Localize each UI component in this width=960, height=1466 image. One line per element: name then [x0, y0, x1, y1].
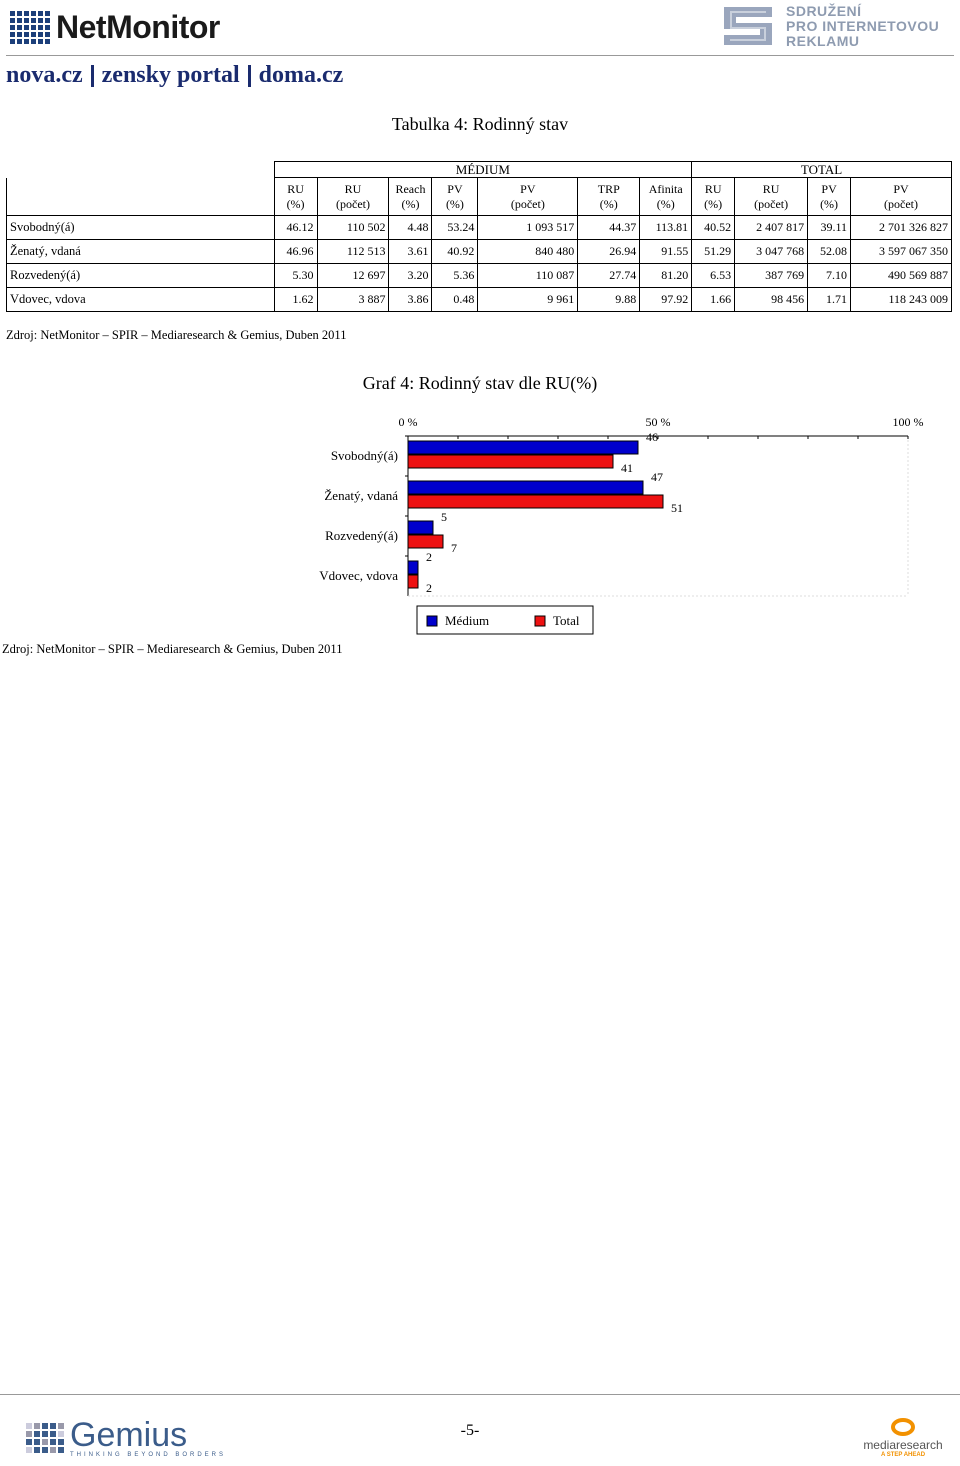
table-cell: 4.48: [389, 216, 432, 240]
column-header-name: PV: [893, 181, 909, 196]
column-header-unit: (%): [656, 196, 675, 211]
legend-label: Médium: [445, 613, 490, 628]
table-cell: 113.81: [640, 216, 692, 240]
column-header-name: RU: [287, 181, 304, 196]
row-label: Ženatý, vdaná: [7, 240, 275, 264]
table-cell: 3 887: [317, 288, 389, 312]
table-cell: 46.12: [274, 216, 317, 240]
table-cell: 110 502: [317, 216, 389, 240]
table-cell: 110 087: [478, 264, 578, 288]
data-label: 5: [441, 510, 447, 524]
column-header: [432, 178, 478, 216]
data-label: 7: [451, 541, 457, 555]
data-label: 41: [621, 461, 633, 475]
mediaresearch-logo: [862, 1418, 944, 1458]
category-label: Vdovec, vdova: [319, 568, 398, 583]
table-column-header: [7, 178, 952, 216]
table-cell: 1.66: [692, 288, 735, 312]
table-cell: 9.88: [578, 288, 640, 312]
table-cell: 3 047 768: [735, 240, 808, 264]
column-header-name: PV: [447, 181, 463, 196]
table-cell: 490 569 887: [851, 264, 952, 288]
bar: [408, 575, 418, 588]
table-cell: 1.62: [274, 288, 317, 312]
table-cell: 40.92: [432, 240, 478, 264]
column-header-unit: (počet): [754, 196, 789, 211]
table-cell: 387 769: [735, 264, 808, 288]
gemius-tagline: THINKING BEYOND BORDERS: [70, 1452, 227, 1458]
table-cell: 1.71: [808, 288, 851, 312]
column-header-unit: (%): [599, 196, 618, 211]
table-blank-header: [7, 178, 275, 216]
spir-name: [786, 4, 939, 49]
category-label: Svobodný(á): [330, 448, 398, 463]
marital-status-table: [6, 161, 952, 312]
column-header: [317, 178, 389, 216]
column-header-name: RU: [704, 181, 722, 196]
table-cell: 26.94: [578, 240, 640, 264]
table-cell: 98 456: [735, 288, 808, 312]
column-header-name: TRP: [597, 181, 620, 196]
table-cell: 0.48: [432, 288, 478, 312]
table-row: [7, 216, 952, 240]
marital-status-chart: [0, 400, 960, 640]
table-cell: 5.30: [274, 264, 317, 288]
data-label: 46: [646, 430, 658, 444]
bar: [408, 495, 663, 508]
bar: [408, 561, 418, 574]
mediaresearch-tagline: A STEP AHEAD: [880, 1452, 926, 1458]
column-header: [735, 178, 808, 216]
site-list: [6, 62, 343, 89]
netmonitor-grid-icon: [10, 11, 50, 44]
column-header: [808, 178, 851, 216]
legend-swatch: [427, 616, 437, 626]
column-header-unit: (%): [704, 196, 723, 211]
bar: [408, 481, 643, 494]
data-label: 2: [426, 581, 432, 595]
site-name: nova.cz: [6, 62, 83, 88]
table-source: Zdroj: NetMonitor – SPIR – Mediaresearch & Gemius, Duben 2011: [6, 328, 347, 342]
table-cell: 112 513: [317, 240, 389, 264]
group-total-header: TOTAL: [692, 162, 952, 178]
table-cell: 2 701 326 827: [851, 216, 952, 240]
column-header-unit: (%): [401, 196, 420, 211]
table-cell: 52.08: [808, 240, 851, 264]
category-label: Rozvedený(á): [325, 528, 398, 543]
table-cell: 3.61: [389, 240, 432, 264]
column-header-unit: (počet): [884, 196, 919, 211]
table-cell: 27.74: [578, 264, 640, 288]
spir-logo: [720, 2, 956, 50]
column-header-unit: (%): [820, 196, 839, 211]
legend-label: Total: [553, 613, 580, 628]
column-header-unit: (%): [286, 196, 305, 211]
column-header-name: PV: [520, 181, 536, 196]
data-label: 51: [671, 501, 683, 515]
table-cell: 840 480: [478, 240, 578, 264]
bar: [408, 521, 433, 534]
site-separator: [248, 65, 251, 87]
table-corner: [7, 162, 275, 178]
column-header: [478, 178, 578, 216]
spir-line: REKLAMU: [786, 32, 860, 49]
column-header: [692, 178, 735, 216]
table-cell: 3.20: [389, 264, 432, 288]
table-group-header: [7, 162, 952, 178]
table-cell: 7.10: [808, 264, 851, 288]
table-cell: 1 093 517: [478, 216, 578, 240]
legend-swatch: [535, 616, 545, 626]
data-label: 2: [426, 550, 432, 564]
x-tick-label: 0 %: [398, 415, 418, 429]
column-header-unit: (počet): [510, 196, 545, 211]
netmonitor-brand: NetMonitor: [56, 8, 220, 45]
group-medium-header: MÉDIUM: [274, 162, 692, 178]
column-header: [851, 178, 952, 216]
table-cell: 6.53: [692, 264, 735, 288]
row-label: Svobodný(á): [7, 216, 275, 240]
column-header: [389, 178, 432, 216]
table-cell: 12 697: [317, 264, 389, 288]
footer-rule: [0, 1394, 960, 1395]
table-row: [7, 264, 952, 288]
table-cell: 53.24: [432, 216, 478, 240]
column-header-name: RU: [762, 181, 780, 196]
table-cell: 39.11: [808, 216, 851, 240]
column-header-unit: (počet): [336, 196, 370, 211]
chart-source: Zdroj: NetMonitor – SPIR – Mediaresearch & Gemius, Duben 2011: [2, 642, 343, 656]
data-label: 47: [651, 470, 663, 484]
x-tick-label: 100 %: [892, 415, 924, 429]
bar: [408, 455, 613, 468]
site-separator: [91, 65, 94, 87]
page-number: -5-: [460, 1422, 480, 1439]
chart-title: Graf 4: Rodinný stav dle RU(%): [362, 373, 598, 393]
table-cell: 46.96: [274, 240, 317, 264]
column-header-name: Reach: [395, 181, 426, 196]
table-cell: 51.29: [692, 240, 735, 264]
table-cell: 118 243 009: [851, 288, 952, 312]
table-cell: 5.36: [432, 264, 478, 288]
spir-line: SDRUŽENÍ: [786, 2, 862, 19]
bar: [408, 441, 638, 454]
table-cell: 3 597 067 350: [851, 240, 952, 264]
netmonitor-logo: [10, 6, 220, 48]
spir-line: PRO INTERNETOVOU: [786, 17, 940, 34]
row-label: Rozvedený(á): [7, 264, 275, 288]
column-header: [578, 178, 640, 216]
table-cell: 40.52: [692, 216, 735, 240]
mediaresearch-ring-icon: [891, 1418, 915, 1436]
table-cell: 3.86: [389, 288, 432, 312]
row-label: Vdovec, vdova: [7, 288, 275, 312]
table-cell: 44.37: [578, 216, 640, 240]
column-header-name: Afinita: [648, 181, 683, 196]
table-cell: 9 961: [478, 288, 578, 312]
table-cell: 91.55: [640, 240, 692, 264]
table-cell: 97.92: [640, 288, 692, 312]
spir-mark-icon: [720, 3, 776, 49]
bar: [408, 535, 443, 548]
column-header-unit: (%): [445, 196, 464, 211]
table-row: [7, 288, 952, 312]
column-header-name: RU: [344, 181, 362, 196]
column-header: [274, 178, 317, 216]
table-row: [7, 240, 952, 264]
site-name: zensky portal: [101, 62, 240, 88]
mediaresearch-brand: mediaresearch: [863, 1438, 943, 1452]
gemius-brand: Gemius: [70, 1416, 188, 1454]
column-header: [640, 178, 692, 216]
column-header-name: PV: [821, 181, 837, 196]
header-rule: [6, 55, 954, 56]
table-cell: 81.20: [640, 264, 692, 288]
x-tick-label: 50 %: [645, 415, 671, 429]
table-cell: 2 407 817: [735, 216, 808, 240]
site-name: doma.cz: [258, 62, 344, 88]
table-title: Tabulka 4: Rodinný stav: [391, 114, 569, 134]
category-label: Ženatý, vdaná: [324, 488, 398, 503]
